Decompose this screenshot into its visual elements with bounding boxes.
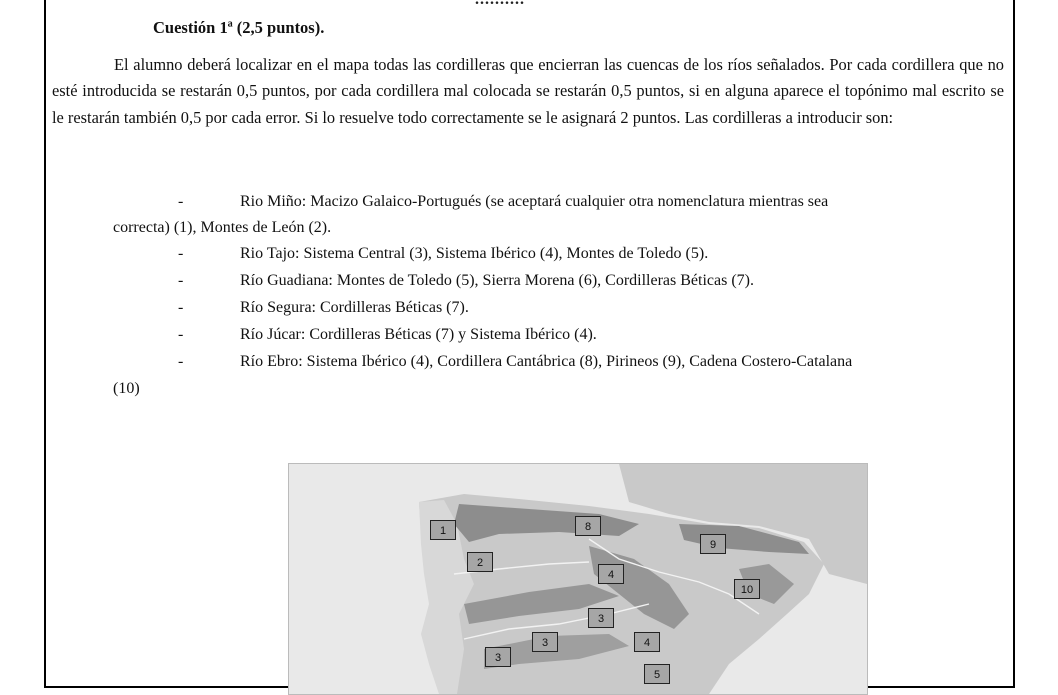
top-cut-text — [475, 0, 525, 9]
question-heading: Cuestión 1ª (2,5 puntos). — [153, 18, 325, 37]
map-marker: 4 — [634, 632, 660, 652]
list-item-text: Rio Miño: Macizo Galaico-Portugués (se aceptará cualquier otra nomenclatura mientras sea — [240, 193, 829, 210]
map-marker: 3 — [485, 647, 511, 667]
list-dash: - — [178, 272, 184, 289]
list-item-text: Río Guadiana: Montes de Toledo (5), Sierra Morena (6), Cordilleras Béticas (7). — [240, 272, 754, 289]
map-marker: 3 — [532, 632, 558, 652]
list-item — [0, 353, 1058, 379]
instructions-text: El alumno deberá localizar en el mapa todas las cordilleras que encierran las cuencas de los ríos señalados. Por cada cordillera que no esté introducida se restarán 0,5 puntos, por cada cordillera mal colocada se restarán 0,5 puntos, si en alguna aparece el topónimo mal escrito se le restarán también 0,5 por cada error. Si lo resuelve todo correctamente se le asignará 2 puntos. Las cordilleras a introducir son: — [52, 55, 1004, 127]
map-marker: 9 — [700, 534, 726, 554]
list-item — [0, 272, 1058, 298]
list-item — [0, 245, 1058, 271]
map-marker: 4 — [598, 564, 624, 584]
list-dash: - — [178, 326, 184, 343]
list-item-text: Río Segura: Cordilleras Béticas (7). — [240, 299, 469, 316]
list-dash: - — [178, 299, 184, 316]
map-marker: 1 — [430, 520, 456, 540]
map-drawing — [289, 464, 867, 694]
list-item-cont-text: correcta) (1), Montes de León (2). — [113, 219, 332, 236]
list-item — [0, 326, 1058, 352]
list-item — [0, 299, 1058, 325]
instructions-paragraph — [52, 52, 1004, 131]
map-marker: 3 — [588, 608, 614, 628]
list-dash: - — [178, 245, 184, 262]
map-marker: 10 — [734, 579, 760, 599]
map-marker: 5 — [644, 664, 670, 684]
list-item — [0, 193, 1058, 219]
list-dash: - — [178, 353, 184, 370]
map-marker: 8 — [575, 516, 601, 536]
list-item-text: Rio Tajo: Sistema Central (3), Sistema Ibérico (4), Montes de Toledo (5). — [240, 245, 709, 262]
list-item-text: Río Ebro: Sistema Ibérico (4), Cordillera Cantábrica (8), Pirineos (9), Cadena Costero-Catalana — [240, 353, 853, 370]
list-item-continuation — [0, 219, 1058, 245]
iberian-peninsula-map — [288, 463, 868, 695]
map-marker: 2 — [467, 552, 493, 572]
list-item-text: Río Júcar: Cordilleras Béticas (7) y Sistema Ibérico (4). — [240, 326, 597, 343]
list-item-continuation — [0, 380, 1058, 406]
list-item-cont-text: (10) — [113, 380, 140, 397]
list-dash: - — [178, 193, 184, 210]
